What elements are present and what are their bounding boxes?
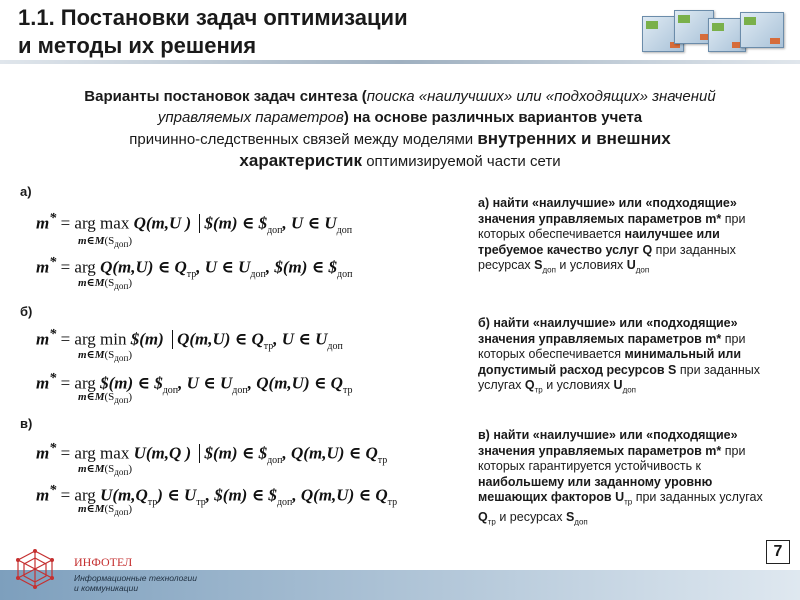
header-divider: [0, 60, 800, 64]
intro-line-2: [40, 128, 760, 150]
intro-text-part: оптимизируемой части сети: [362, 153, 561, 170]
formula-c2: m* = arg $U(m,Q_{тр})$ ∈ $U_{тр}$, $(m) ∈ $\$_{доп}$, Q(m,U) ∈ $Q_{тр}$ $m\in M(S_{доп})$: [36, 482, 398, 518]
thumbnail-image: [740, 12, 784, 48]
intro-italic-part: поиска «наилучших» или «подходящих» значений управляемых параметров: [157, 88, 716, 126]
brand-subtitle: Информационные технологии и коммуникации: [74, 573, 197, 593]
intro-text-part: причинно-следственных связей между моделями: [129, 131, 478, 148]
title-line-2: и методы их решения: [18, 33, 257, 58]
section-label-a: а): [20, 184, 32, 199]
title-line-1: 1.1. Постановки задач оптимизации: [18, 5, 408, 30]
formula-a2: m* = arg Q(m,U) ∈ $Q_{тр}$, U ∈ $U_{доп}$, $(m) ∈ $\$_{доп}$ $m\in M(S_{доп})$: [36, 254, 353, 292]
section-label-b: б): [20, 304, 33, 319]
intro-line-3: [40, 150, 760, 172]
formula-b2: m* = arg $(m) ∈ $\$_{доп}$, U ∈ $U_{доп}$, Q(m,U) ∈ $Q_{тр}$ $m\in M(S_{доп})$: [36, 370, 353, 406]
page-number: 7: [766, 540, 790, 564]
formula-b1: m* = arg min $(m) Q(m,U) ∈ $Q_{тр}$, U ∈ $U_{доп}$ $m\in M(S_{доп})$: [36, 326, 343, 364]
intro-text-part: Варианты постановок задач синтеза (: [84, 88, 367, 105]
intro-text: [40, 86, 760, 172]
brand-name: ИНФОТЕЛ: [74, 555, 133, 569]
description-a: а) найти «наилучшие» или «подходящие» значения управляемых параметров m* при которых обеспечивается наилучшее или требуемое качество услуг Q при заданных ресурсах $S_{доп}$ и условиях $U_{доп}$: [478, 196, 746, 275]
intro-line-1: [40, 86, 760, 128]
formula-a1: m* = arg max Q(m,U ) $(m) ∈ $\$_{доп}$, U ∈ $U_{доп}$ $m\in M(S_{доп})$: [36, 210, 353, 250]
intro-text-part: ) на основе различных вариантов учета: [343, 109, 643, 126]
page-title: [18, 4, 408, 60]
intro-emphasis: внутренних и внешних: [477, 129, 671, 148]
formula-c1: m* = arg max U(m,Q ) $(m) ∈ $\$_{доп}$, Q(m,U) ∈ $Q_{тр}$ $m\in M(S_{доп})$: [36, 440, 388, 478]
description-b: б) найти «наилучшие» или «подходящие» значения управляемых параметров m* при которых обеспечивается минимальный или допустимый расход ресурсов S при заданных услугах $Q_{тр}$ и условиях $U_{доп}$: [478, 316, 761, 395]
section-label-c: в): [20, 416, 33, 431]
description-c: в) найти «наилучшие» или «подходящие» значения управляемых параметров m* при которых гарантируется устойчивость к наибольшему или заданному уровню мешающих факторов $U_{тр}$ при заданных услугах $Q_{тр}$ и ресурсах $S_{доп}$: [478, 428, 763, 527]
infotel-logo-icon: [6, 548, 64, 598]
intro-emphasis: характеристик: [239, 151, 363, 170]
header-thumbnails: [640, 8, 786, 58]
